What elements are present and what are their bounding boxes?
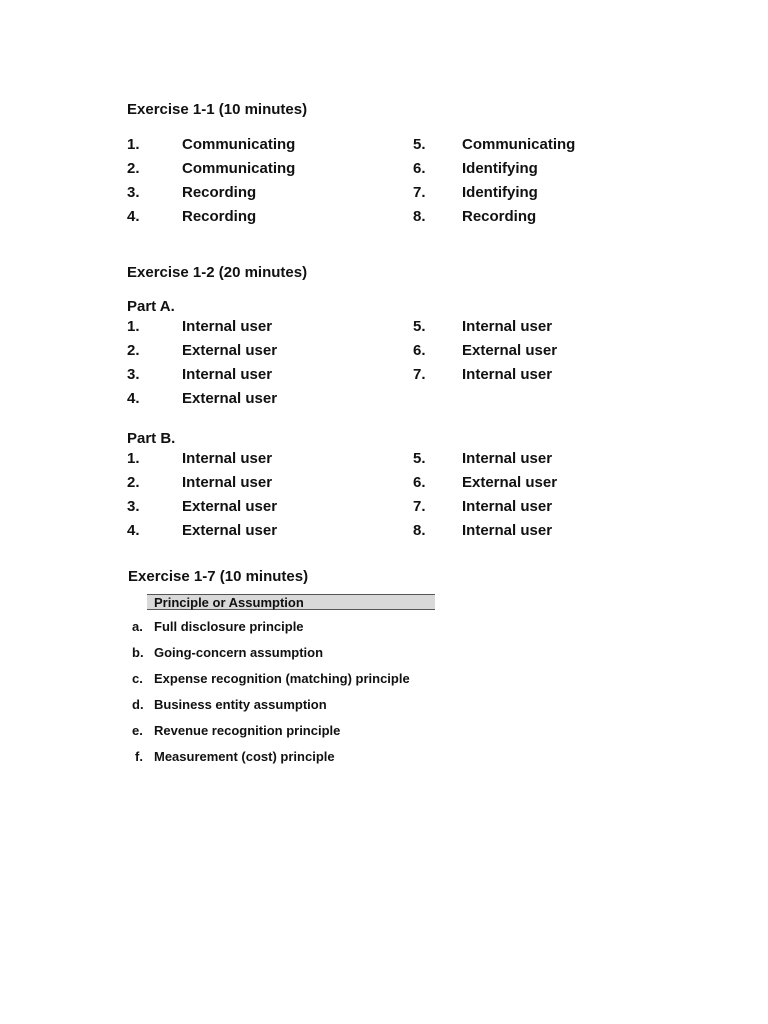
part-b-label: Part B. [127,430,176,447]
pb-right-text-7: Internal user [462,498,553,515]
pa-left-num-3: 3. [127,366,140,383]
pa-left-num-4: 4. [127,390,140,407]
ex11-right-text-7: Identifying [462,184,538,201]
pb-right-num-8: 8. [413,522,426,539]
pa-right-num-7: 7. [413,366,426,383]
pa-right-num-6: 6. [413,342,426,359]
ex11-left-num-1: 1. [127,136,140,153]
table-header [147,594,435,610]
ex11-right-text-8: Recording [462,208,537,225]
ex11-left-num-3: 3. [127,184,140,201]
ex11-right-text-6: Identifying [462,160,538,177]
row-letter-c: c. [132,671,143,686]
pb-left-num-3: 3. [127,498,140,515]
pb-left-num-2: 2. [127,474,140,491]
pb-left-text-4: External user [182,522,278,539]
pa-right-text-5: Internal user [462,318,553,335]
ex11-right-num-5: 5. [413,136,426,153]
row-text-d: Business entity assumption [154,697,327,712]
pb-left-text-3: External user [182,498,278,515]
pb-left-num-4: 4. [127,522,140,539]
row-letter-b: b. [132,645,144,660]
row-letter-d: d. [132,697,144,712]
part-a-label: Part A. [127,298,175,315]
row-text-c: Expense recognition (matching) principle [154,671,410,686]
row-letter-f: f. [135,749,143,764]
pa-left-text-1: Internal user [182,318,273,335]
pa-left-text-4: External user [182,390,278,407]
ex11-left-num-2: 2. [127,160,140,177]
pb-right-text-6: External user [462,474,558,491]
pa-left-num-2: 2. [127,342,140,359]
exercise-1-7-title: Exercise 1-7 (10 minutes) [128,568,309,585]
pa-left-num-1: 1. [127,318,140,335]
table-header-label: Principle or Assumption [154,595,304,610]
pb-left-text-1: Internal user [182,450,273,467]
pa-left-text-2: External user [182,342,278,359]
pb-right-num-5: 5. [413,450,426,467]
ex11-right-num-7: 7. [413,184,426,201]
ex11-left-text-4: Recording [182,208,257,225]
pb-left-text-2: Internal user [182,474,273,491]
row-letter-e: e. [132,723,143,738]
ex11-left-num-4: 4. [127,208,140,225]
ex11-left-text-2: Communicating [182,160,296,177]
ex11-left-text-1: Communicating [182,136,296,153]
exercise-1-1-title: Exercise 1-1 (10 minutes) [127,101,308,118]
row-text-b: Going-concern assumption [154,645,324,660]
pb-right-text-8: Internal user [462,522,553,539]
row-text-a: Full disclosure principle [154,619,304,634]
row-letter-a: a. [132,619,143,634]
row-text-e: Revenue recognition principle [154,723,341,738]
row-text-f: Measurement (cost) principle [154,749,335,764]
pa-left-text-3: Internal user [182,366,273,383]
ex11-right-text-5: Communicating [462,136,576,153]
ex11-right-num-6: 6. [413,160,426,177]
ex11-right-num-8: 8. [413,208,426,225]
pb-right-num-7: 7. [413,498,426,515]
pa-right-text-6: External user [462,342,558,359]
pb-right-num-6: 6. [413,474,426,491]
exercise-1-2-title: Exercise 1-2 (20 minutes) [127,264,308,281]
pa-right-text-7: Internal user [462,366,553,383]
pa-right-num-5: 5. [413,318,426,335]
pb-left-num-1: 1. [127,450,140,467]
ex11-left-text-3: Recording [182,184,257,201]
pb-right-text-5: Internal user [462,450,553,467]
